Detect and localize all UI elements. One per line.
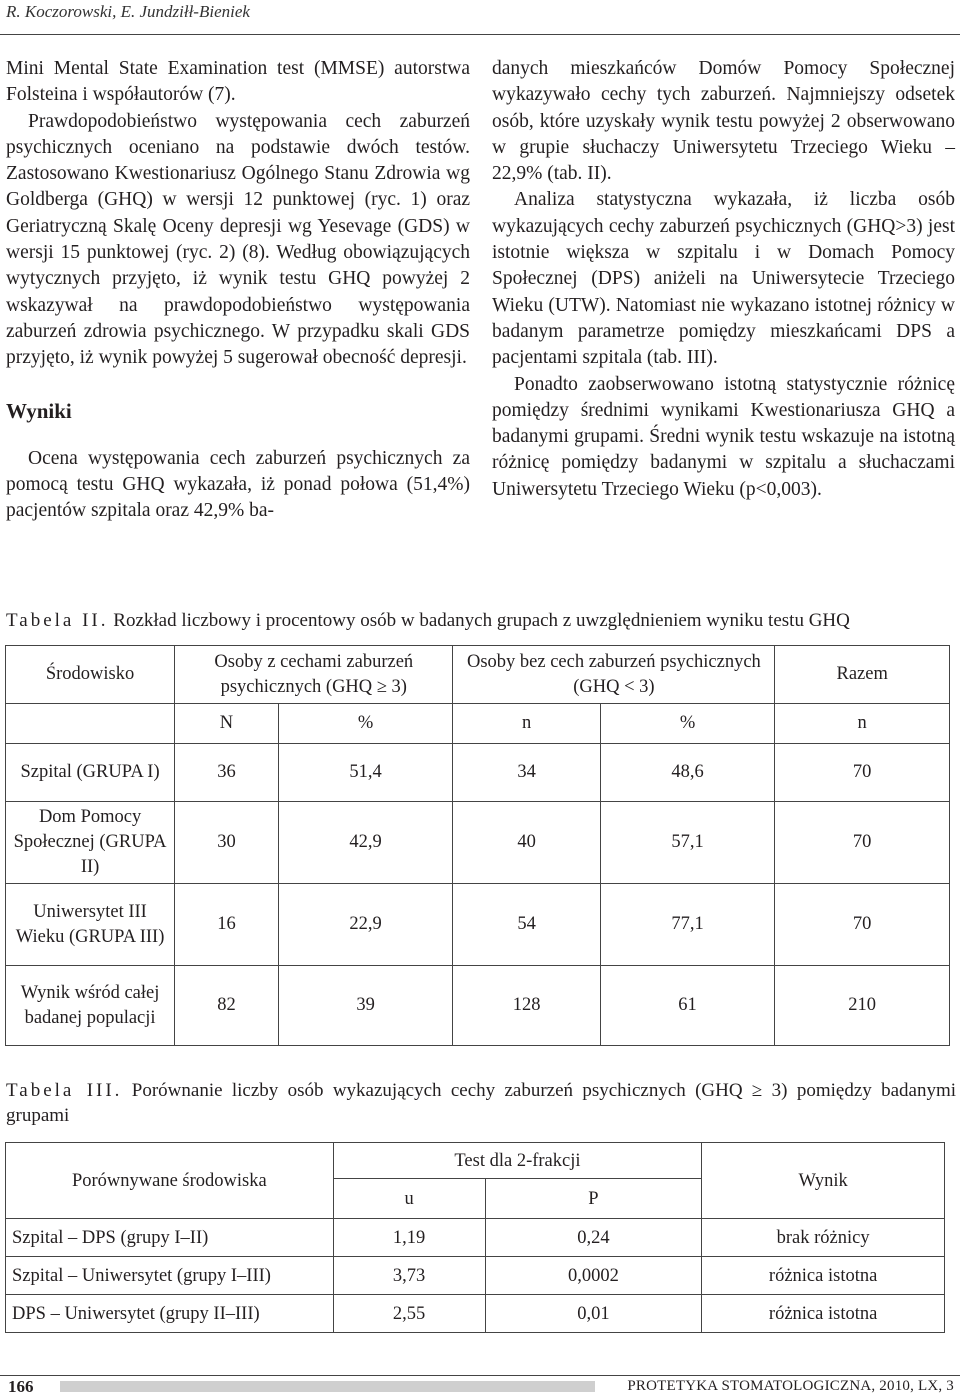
table3-compare-cell: DPS – Uniwersytet (grupy II–III) bbox=[6, 1295, 334, 1333]
table2-cell: 70 bbox=[775, 744, 950, 802]
table2-env-cell: Wynik wśród całej badanej populacji bbox=[6, 966, 175, 1046]
table2-subheader: N bbox=[175, 704, 279, 744]
table-row bbox=[6, 884, 950, 966]
footer-grey-bar bbox=[60, 1381, 595, 1392]
table-row bbox=[6, 802, 950, 884]
table3-caption bbox=[6, 1078, 956, 1128]
table3-header-compare: Porównywane środowiska bbox=[6, 1143, 334, 1219]
table2-cell: 82 bbox=[175, 966, 279, 1046]
journal-name: PROTETYKA STOMATOLOGICZNA, 2010, LX, 3 bbox=[627, 1378, 954, 1394]
table-row bbox=[6, 1295, 945, 1333]
paragraph: Mini Mental State Examination test (MMSE) autorstwa Folsteina i współautorów (7). bbox=[6, 58, 470, 106]
table3-result-cell: różnica istotna bbox=[702, 1295, 945, 1333]
footer-rule bbox=[0, 1375, 960, 1376]
table3-header-result: Wynik bbox=[702, 1143, 945, 1219]
table2-cell: 77,1 bbox=[600, 884, 775, 966]
table2-cell: 54 bbox=[453, 884, 600, 966]
table-row bbox=[6, 966, 950, 1046]
running-header-authors: R. Koczorowski, E. Jundziłł-Bieniek bbox=[6, 2, 250, 21]
table3 bbox=[5, 1142, 945, 1333]
table2-cell: 42,9 bbox=[278, 802, 453, 884]
table2-cell: 61 bbox=[600, 966, 775, 1046]
right-column bbox=[492, 56, 955, 503]
table2-cell: 51,4 bbox=[278, 744, 453, 802]
section-heading: Wyniki bbox=[6, 398, 72, 423]
paragraph: Analiza statystyczna wykazała, iż liczba osób wykazujących cechy zaburzeń psychicznych (GHQ>3) jest istotnie większa w szpitalu i w Domach Pomocy Społecznej (DPS) aniżeli na Uniwersytecie Trzeciego Wieku (UTW). Natomiast nie wykazano istotnej różnicy w badanym parametrze pomiędzy mieszkańcami DPS a pacjentami szpitala (tab. III). bbox=[492, 189, 955, 369]
table2-env-cell: Uniwersytet III Wieku (GRUPA III) bbox=[6, 884, 175, 966]
table2-header-with-disorders: Osoby z cechami zaburzeń psychicznych (GHQ ≥ 3) bbox=[175, 646, 453, 704]
table2-header-without-disorders: Osoby bez cech zaburzeń psychicznych (GHQ < 3) bbox=[453, 646, 775, 704]
table2-cell: 39 bbox=[278, 966, 453, 1046]
table2-cell: 57,1 bbox=[600, 802, 775, 884]
table2-subheader: n bbox=[453, 704, 600, 744]
table3-result-cell: brak różnicy bbox=[702, 1219, 945, 1257]
table2-cell: 70 bbox=[775, 884, 950, 966]
page-number: 166 bbox=[8, 1377, 34, 1396]
left-column bbox=[6, 56, 470, 525]
table3-label: Tabela III. bbox=[6, 1080, 123, 1101]
table-row bbox=[6, 1257, 945, 1295]
table2-header-total: Razem bbox=[775, 646, 950, 704]
table3-result-cell: różnica istotna bbox=[702, 1257, 945, 1295]
table3-p-cell: 0,24 bbox=[485, 1219, 702, 1257]
table2-subheader: % bbox=[278, 704, 453, 744]
table3-compare-cell: Szpital – DPS (grupy I–II) bbox=[6, 1219, 334, 1257]
table2-cell: 48,6 bbox=[600, 744, 775, 802]
table3-header-u: u bbox=[333, 1179, 485, 1219]
table2-cell: 210 bbox=[775, 966, 950, 1046]
table2-subheader: n bbox=[775, 704, 950, 744]
table2-env-cell: Szpital (GRUPA I) bbox=[6, 744, 175, 802]
table-row bbox=[6, 1219, 945, 1257]
table3-p-cell: 0,01 bbox=[485, 1295, 702, 1333]
table3-compare-cell: Szpital – Uniwersytet (grupy I–III) bbox=[6, 1257, 334, 1295]
paragraph: danych mieszkańców Domów Pomocy Społecznej wykazywało cechy tych zaburzeń. Najmniejszy odsetek osób, które uzyskały wynik testu powyżej 2 obserwowano w grupie słuchaczy Uniwersytetu Trzeciego Wieku – 22,9% (tab. II). bbox=[492, 58, 955, 185]
table3-u-cell: 1,19 bbox=[333, 1219, 485, 1257]
table3-u-cell: 2,55 bbox=[333, 1295, 485, 1333]
table2-env-cell: Dom Pomocy Społecznej (GRUPA II) bbox=[6, 802, 175, 884]
table2-cell: 22,9 bbox=[278, 884, 453, 966]
table2-caption bbox=[6, 608, 956, 633]
table2-label: Tabela II. bbox=[6, 610, 109, 631]
table2-cell: 128 bbox=[453, 966, 600, 1046]
paragraph: Ponadto zaobserwowano istotną statystycznie różnicę pomiędzy średnimi wynikami Kwestionariusza GHQ a badanymi grupami. Średni wynik testu wskazuje na istotną różnicę pomiędzy badanymi w szpitalu a słuchaczami Uniwersytetu Trzeciego Wieku (p<0,003). bbox=[492, 373, 955, 500]
table2-empty-cell bbox=[6, 704, 175, 744]
table2-cell: 40 bbox=[453, 802, 600, 884]
table3-p-cell: 0,0002 bbox=[485, 1257, 702, 1295]
table2-cell: 70 bbox=[775, 802, 950, 884]
table2-cell: 30 bbox=[175, 802, 279, 884]
table-row bbox=[6, 744, 950, 802]
table2-header-environment: Środowisko bbox=[6, 646, 175, 704]
table3-header-p: P bbox=[485, 1179, 702, 1219]
table2-subheader: % bbox=[600, 704, 775, 744]
table3-caption-text: Porównanie liczby osób wykazujących cechy zaburzeń psychicznych (GHQ ≥ 3) pomiędzy badanymi grupami bbox=[6, 1080, 957, 1126]
table2-cell: 16 bbox=[175, 884, 279, 966]
table3-u-cell: 3,73 bbox=[333, 1257, 485, 1295]
table2-cell: 36 bbox=[175, 744, 279, 802]
table2-cell: 34 bbox=[453, 744, 600, 802]
paragraph: Prawdopodobieństwo występowania cech zaburzeń psychicznych oceniano na podstawie dwóch testów. Zastosowano Kwestionariusz Ogólnego Stanu Zdrowia wg Goldberga (GHQ) w wersji 12 punktowej (ryc. 1) oraz Geriatryczną Skalę Oceny depresji wg Yesevage (GDS) w wersji 15 punktowej (ryc. 2) (8). Według obowiązujących wytycznych przyjęto, iż wynik testu GHQ powyżej 2 wskazywał na prawdopodobieństwo występowania zaburzeń zdrowia psychicznego. W przypadku skali GDS przyjęto, iż wynik powyżej 5 sugerował obecność depresji. bbox=[6, 110, 470, 369]
header-rule bbox=[0, 34, 960, 35]
table2 bbox=[5, 645, 950, 1046]
table2-caption-text: Rozkład liczbowy i procentowy osób w badanych grupach z uwzględnieniem wyniku testu GHQ bbox=[113, 610, 850, 631]
paragraph: Ocena występowania cech zaburzeń psychicznych za pomocą testu GHQ wykazała, iż ponad połowa (51,4%) pacjentów szpitala oraz 42,9% ba- bbox=[6, 447, 470, 522]
table3-header-test: Test dla 2-frakcji bbox=[333, 1143, 702, 1179]
